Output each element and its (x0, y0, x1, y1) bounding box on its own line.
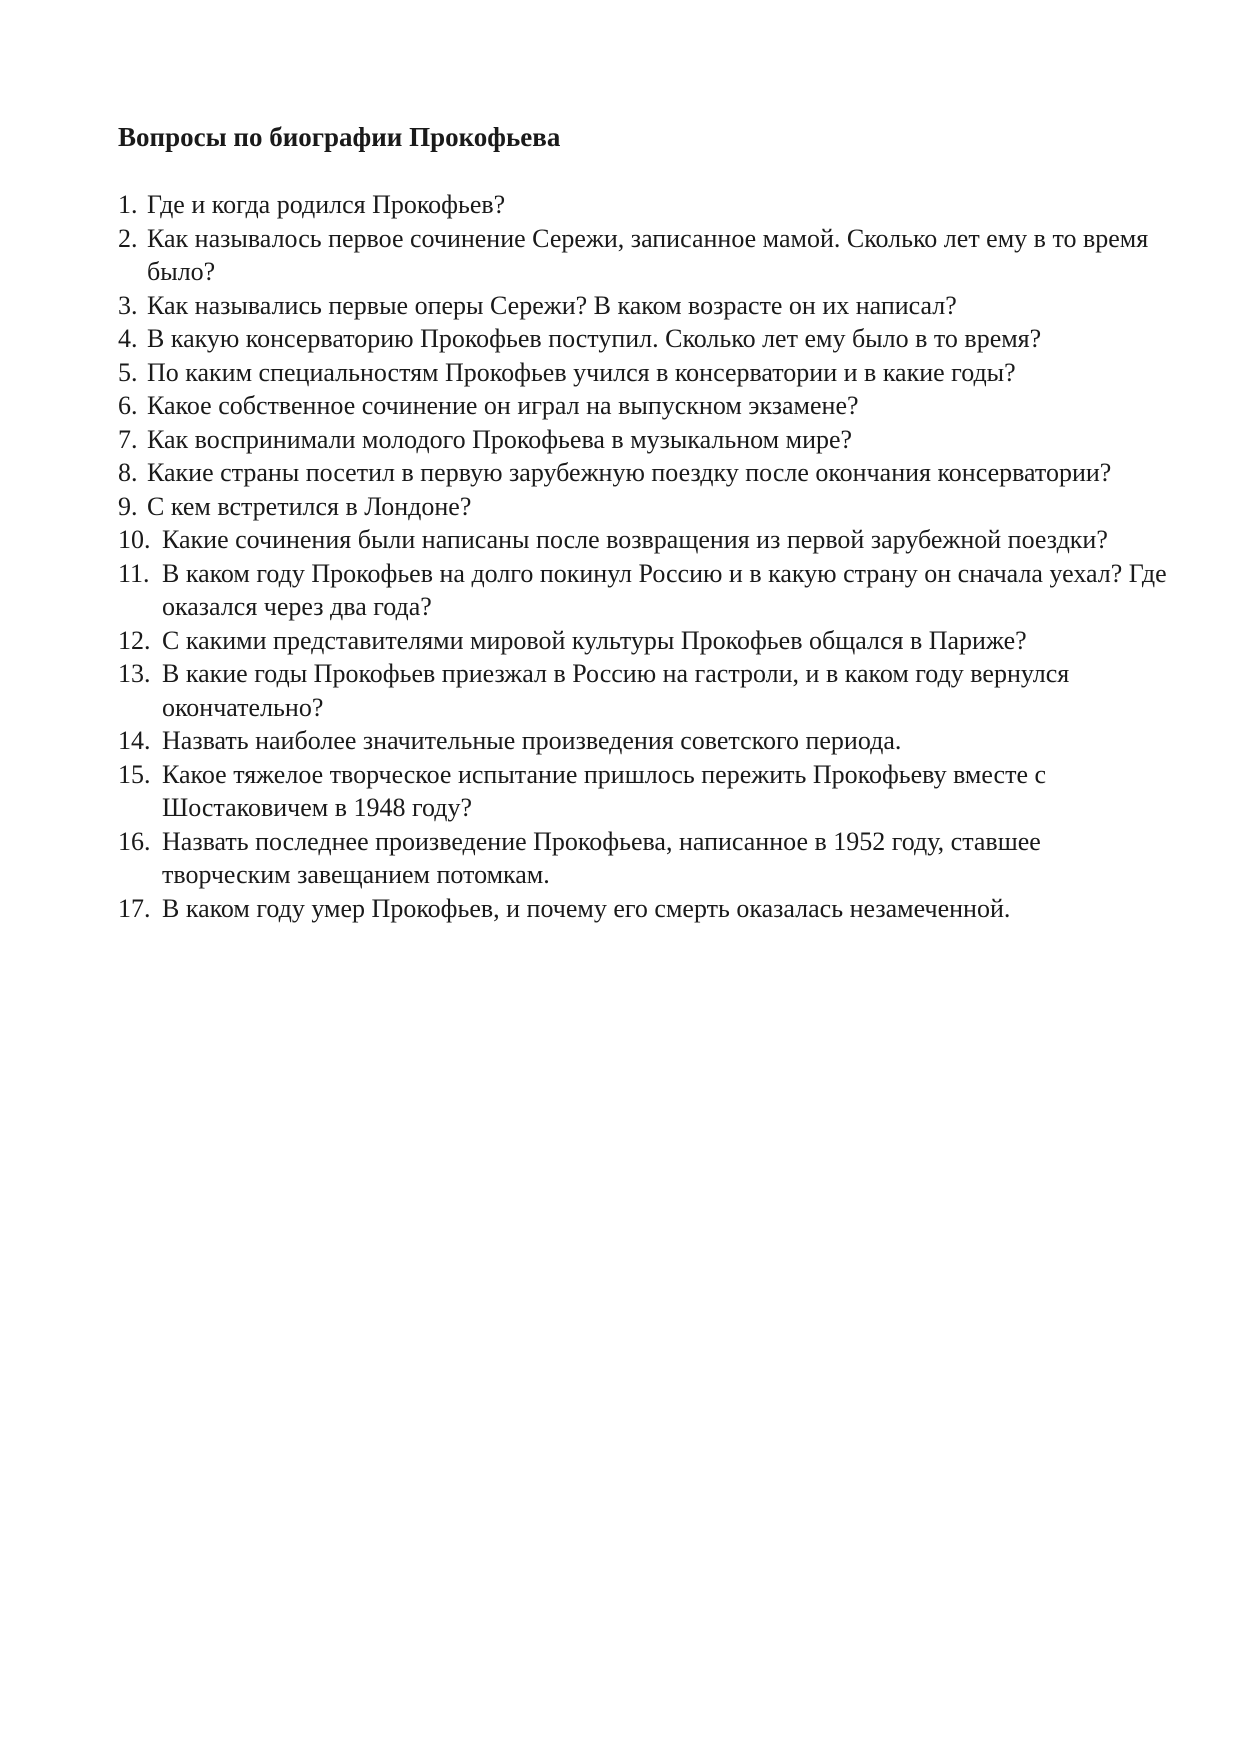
question-item (118, 557, 1168, 624)
question-item (118, 389, 1168, 423)
question-number: 9. (118, 491, 138, 521)
question-text: Какие сочинения были написаны после возвращения из первой зарубежной поездки? (162, 525, 1108, 554)
question-number: 6. (118, 391, 138, 420)
question-item (118, 825, 1168, 892)
question-item (118, 657, 1168, 724)
question-text: Какие страны посетил в первую зарубежную поездку после окончания консерватории? (147, 458, 1112, 487)
question-number: 14. (118, 726, 151, 755)
question-number: 13. (118, 659, 151, 688)
question-text: Как воспринимали молодого Прокофьева в музыкальном мире? (147, 424, 853, 454)
question-item (118, 222, 1168, 289)
question-item (118, 322, 1168, 356)
question-item (118, 624, 1168, 658)
question-number: 2. (118, 223, 138, 253)
question-text: В каком году умер Прокофьев, и почему его смерть оказалась незамеченной. (162, 893, 1011, 923)
question-text: Как назывались первые оперы Сережи? В каком возрасте он их написал? (147, 290, 957, 320)
question-text: Назвать последнее произведение Прокофьева, написанное в 1952 году, ставшее творческим завещанием потомкам. (162, 826, 1041, 889)
question-number: 12. (118, 625, 151, 655)
question-item (118, 188, 1168, 222)
question-text: Какое собственное сочинение он играл на выпускном экзамене? (147, 391, 859, 420)
question-number: 5. (118, 357, 138, 387)
question-text: Какое тяжелое творческое испытание пришлось пережить Прокофьеву вместе с Шостаковичем в 1948 году? (162, 759, 1047, 822)
question-item (118, 892, 1168, 926)
question-item (118, 758, 1168, 825)
question-text: Где и когда родился Прокофьев? (147, 190, 506, 219)
question-item (118, 356, 1168, 390)
question-item (118, 456, 1168, 490)
question-number: 15. (118, 759, 151, 789)
question-text: В какие годы Прокофьев приезжал в Россию на гастроли, и в каком году вернулся окончательно? (162, 659, 1070, 722)
question-number: 8. (118, 458, 138, 487)
question-number: 17. (118, 893, 151, 923)
question-text: По каким специальностям Прокофьев учился в консерватории и в какие годы? (147, 357, 1016, 387)
question-item (118, 523, 1168, 557)
question-item (118, 423, 1168, 457)
question-number: 7. (118, 424, 138, 454)
question-item (118, 289, 1168, 323)
question-text: Назвать наиболее значительные произведения советского периода. (162, 726, 902, 755)
question-text: В какую консерваторию Прокофьев поступил. Сколько лет ему было в то время? (147, 324, 1042, 353)
question-item (118, 490, 1168, 524)
question-number: 1. (118, 190, 138, 219)
question-list (118, 188, 1168, 925)
question-number: 3. (118, 290, 138, 320)
question-number: 16. (118, 826, 151, 856)
document-title: Вопросы по биографии Прокофьева (118, 122, 561, 152)
question-number: 4. (118, 324, 138, 353)
question-number: 10. (118, 525, 151, 554)
question-number: 11. (118, 558, 150, 588)
question-text: С какими представителями мировой культуры Прокофьев общался в Париже? (162, 625, 1027, 655)
question-text: Как называлось первое сочинение Сережи, записанное мамой. Сколько лет ему в то время было? (147, 223, 1149, 286)
question-text: В каком году Прокофьев на долго покинул Россию и в какую страну он сначала уехал? Где оказался через два года? (162, 558, 1167, 621)
question-text: С кем встретился в Лондоне? (147, 491, 472, 521)
question-item (118, 724, 1168, 758)
